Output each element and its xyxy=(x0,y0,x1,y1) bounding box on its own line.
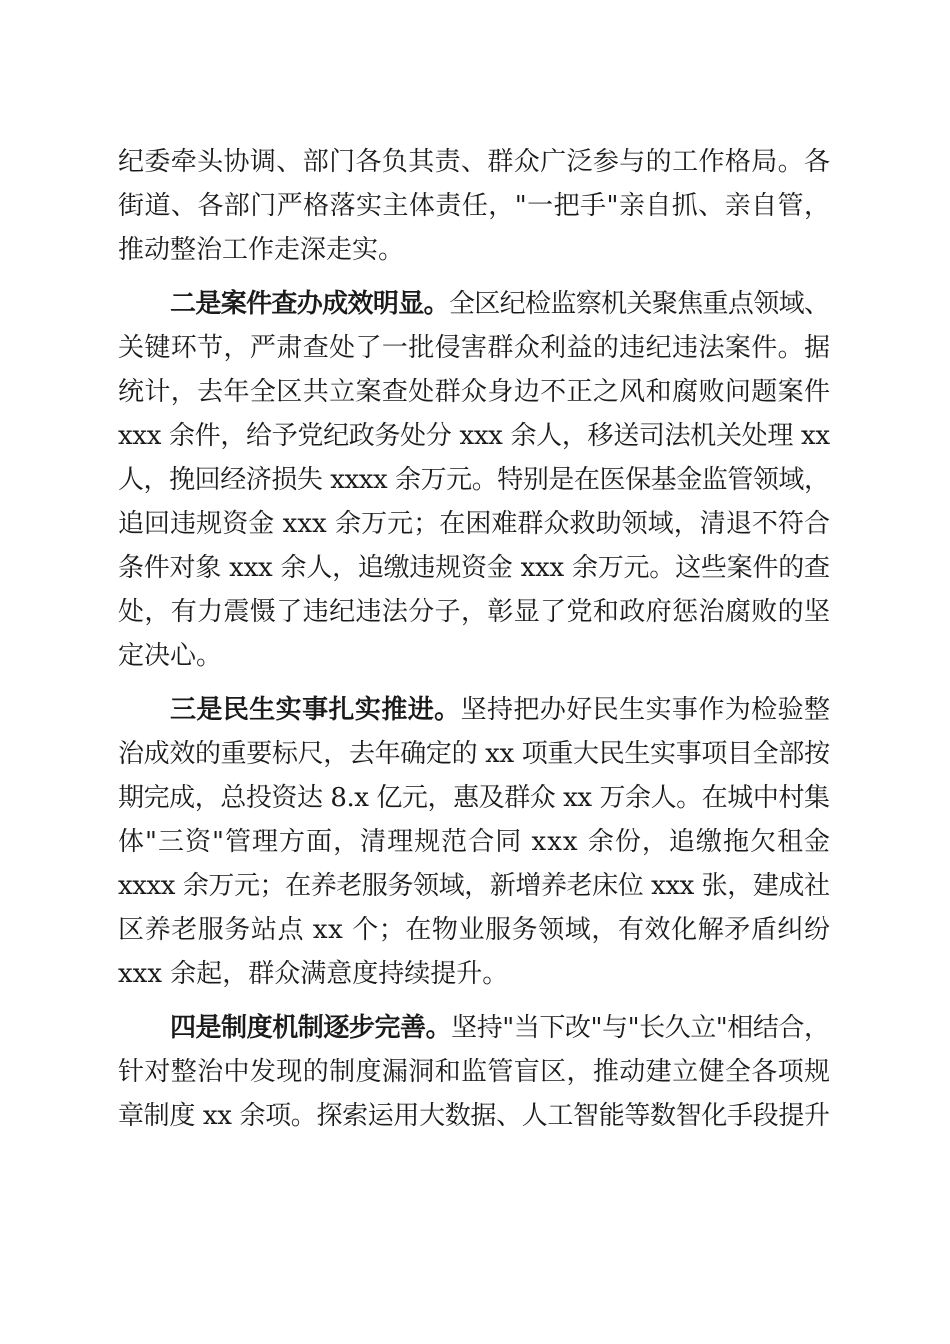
line-text-rest: 全区纪检监察机关聚焦重点领域、 xyxy=(448,289,830,319)
line-text xyxy=(170,688,830,732)
line-text: 区养老服务站点 xx 个；在物业服务领域，有效化解矛盾纠纷 xyxy=(118,915,831,945)
text-line xyxy=(118,184,830,228)
line-text: 统计，去年全区共立案查处群众身边不正之风和腐败问题案件 xyxy=(118,377,831,407)
text-line xyxy=(118,864,830,908)
line-text xyxy=(170,282,829,326)
paragraph-livelihood xyxy=(118,688,830,996)
line-text: 期完成，总投资达 8.x 亿元，惠及群众 xx 万余人。在城中村集 xyxy=(118,783,830,813)
text-line xyxy=(118,1094,830,1138)
line-text: xxx 余起，群众满意度持续提升。 xyxy=(118,959,509,989)
line-text-rest: 坚持把办好民生实事作为检验整 xyxy=(460,695,831,725)
text-line xyxy=(118,228,830,272)
line-text: 处，有力震慑了违纪违法分子，彰显了党和政府惩治腐败的坚 xyxy=(118,597,831,627)
line-text: 体"三资"管理方面，清理规范合同 xxx 余份，追缴拖欠租金 xyxy=(118,827,832,857)
line-text: 关键环节，严肃查处了一批侵害群众利益的违纪违法案件。据 xyxy=(118,333,831,363)
text-line xyxy=(118,140,830,184)
line-text: xxxx 余万元；在养老服务领域，新增养老床位 xxx 张，建成社 xyxy=(118,871,830,901)
paragraph-cases xyxy=(118,282,830,678)
text-line xyxy=(118,414,830,458)
paragraph-heading: 二是案件查办成效明显。 xyxy=(170,289,449,319)
line-text: 人，挽回经济损失 xxxx 余万元。特别是在医保基金监管领域， xyxy=(118,465,830,495)
text-line xyxy=(118,546,830,590)
text-line xyxy=(118,370,830,414)
text-line xyxy=(118,502,830,546)
paragraph-institutions xyxy=(118,1006,830,1138)
line-text: xxx 余件，给予党纪政务处分 xxx 余人，移送司法机关处理 xx xyxy=(118,421,830,451)
text-line xyxy=(118,1006,830,1050)
text-line xyxy=(118,1050,830,1094)
paragraph-continuation xyxy=(118,140,830,272)
paragraph-heading: 三是民生实事扎实推进。 xyxy=(170,695,461,725)
line-text: 条件对象 xxx 余人，追缴违规资金 xxx 余万元。这些案件的查 xyxy=(118,553,830,583)
text-line xyxy=(118,282,830,326)
line-text: 治成效的重要标尺，去年确定的 xx 项重大民生实事项目全部按 xyxy=(118,739,830,769)
text-line xyxy=(118,688,830,732)
line-text: 章制度 xx 余项。探索运用大数据、人工智能等数智化手段提升 xyxy=(118,1101,830,1131)
text-line xyxy=(118,820,830,864)
line-text: 街道、各部门严格落实主体责任，"一把手"亲自抓、亲自管， xyxy=(118,191,831,221)
text-line xyxy=(118,634,830,678)
text-line xyxy=(118,952,830,996)
text-line xyxy=(118,908,830,952)
body-text xyxy=(118,140,830,1138)
line-text: 纪委牵头协调、部门各负其责、群众广泛参与的工作格局。各 xyxy=(118,147,831,177)
line-text xyxy=(170,1006,830,1050)
text-line xyxy=(118,590,830,634)
line-text: 针对整治中发现的制度漏洞和监管盲区，推动建立健全各项规 xyxy=(118,1057,831,1087)
line-text: 定决心。 xyxy=(118,641,223,671)
line-text-rest: 坚持"当下改"与"长久立"相结合， xyxy=(451,1013,830,1043)
text-line xyxy=(118,326,830,370)
paragraph-heading: 四是制度机制逐步完善。 xyxy=(170,1013,452,1043)
text-line xyxy=(118,732,830,776)
line-text: 推动整治工作走深走实。 xyxy=(118,235,405,265)
line-text: 追回违规资金 xxx 余万元；在困难群众救助领域，清退不符合 xyxy=(118,509,831,539)
text-line xyxy=(118,776,830,820)
text-line xyxy=(118,458,830,502)
